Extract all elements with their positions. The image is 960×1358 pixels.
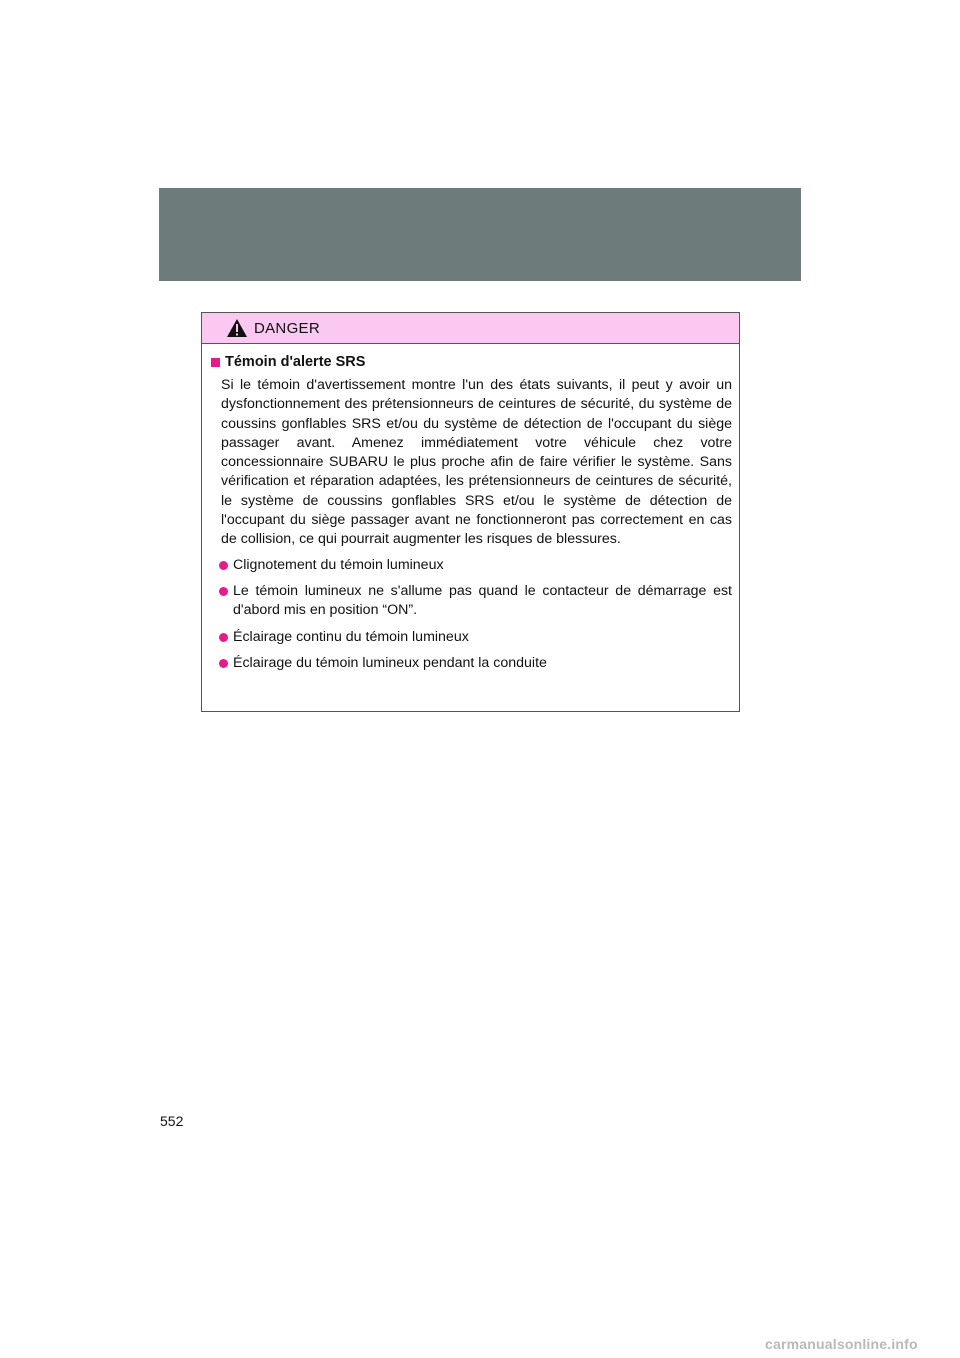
- circle-bullet-icon: [219, 587, 228, 596]
- danger-title: DANGER: [254, 319, 320, 337]
- warning-triangle-icon: [226, 318, 248, 338]
- danger-box: [201, 312, 740, 712]
- list-item: [219, 628, 732, 647]
- page-number: 552: [160, 1113, 184, 1129]
- header-band: [159, 188, 801, 281]
- list-item: [219, 582, 732, 621]
- list-item-text: Éclairage continu du témoin lumineux: [233, 628, 469, 645]
- circle-bullet-icon: [219, 561, 228, 570]
- danger-body: [202, 344, 739, 673]
- section-heading-text: Témoin d'alerte SRS: [225, 354, 366, 370]
- circle-bullet-icon: [219, 659, 228, 668]
- danger-header: [202, 313, 739, 344]
- list-item-text: Clignotement du témoin lumineux: [233, 556, 444, 573]
- list-item-text: Éclairage du témoin lumineux pendant la conduite: [233, 654, 547, 671]
- section-heading: [211, 354, 732, 370]
- list-item-text: Le témoin lumineux ne s'allume pas quand le contacteur de démarrage est d'abord mis en position “ON”.: [233, 582, 732, 619]
- list-item: [219, 654, 732, 673]
- square-bullet-icon: [211, 358, 220, 367]
- circle-bullet-icon: [219, 633, 228, 642]
- watermark: carmanualsonline.info: [765, 1336, 918, 1352]
- list-item: [219, 556, 732, 575]
- danger-paragraph: Si le témoin d'avertissement montre l'un des états suivants, il peut y avoir un dysfonctionnement des prétensionneurs de ceintures de sécurité, du système de coussins gonflables SRS et/ou du système de détection de l'occupant du siège passager avant. Amenez immédiatement votre véhicule chez votre concessionnaire SUBARU le plus proche afin de faire vérifier le système. Sans vérification et réparation adaptées, les prétensionneurs de ceintures de sécurité, le système de coussins gonflables SRS et/ou le système de détection de l'occupant du siège passager avant ne fonctionneront pas correctement en cas de collision, ce qui pourrait augmenter les risques de blessures.: [221, 377, 732, 548]
